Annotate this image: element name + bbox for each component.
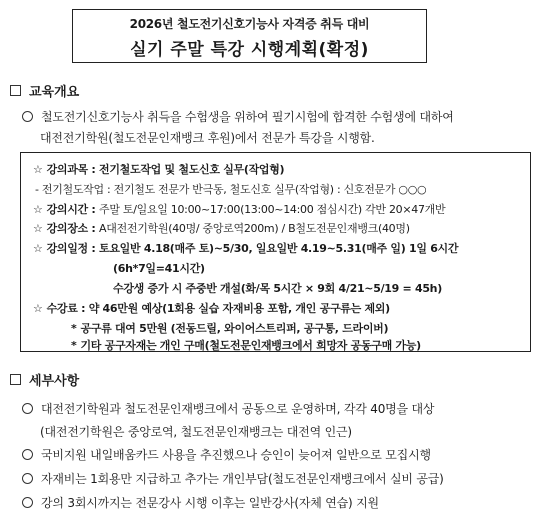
circle-bullet-icon bbox=[22, 473, 33, 484]
circle-bullet-icon bbox=[22, 497, 33, 508]
square-bullet-icon bbox=[10, 85, 21, 96]
detail-item-1-line1: 대전전기학원과 철도전문인재뱅크에서 공동으로 운영하며, 각각 40명을 대상 bbox=[22, 400, 434, 417]
course-time: ☆ 강의시간 : 주말 토/일요일 10:00~17:00(13:00~14:00 점심시간) 각반 20×47개반 bbox=[33, 203, 446, 216]
circle-bullet-icon bbox=[22, 403, 33, 414]
section-heading-overview: 교육개요 bbox=[10, 81, 79, 100]
square-bullet-icon bbox=[10, 374, 21, 385]
course-info-box bbox=[20, 152, 531, 352]
detail-item-1-line2: (대전전기학원은 중앙로역, 철도전문인재뱅크는 대전역 인근) bbox=[40, 425, 352, 439]
detail-item-3: 자재비는 1회용만 지급하고 추가는 개인부담(철도전문인재뱅크에서 실비 공급) bbox=[22, 470, 444, 487]
course-fee: ☆ 수강료 : 약 46만원 예상(1회용 실습 자재비용 포함, 개인 공구류는 제외) bbox=[33, 302, 390, 315]
course-fee-tools: * 공구류 대여 5만원 (전동드릴, 와이어스트리퍼, 공구통, 드라이버) bbox=[71, 322, 389, 335]
section-heading-details: 세부사항 bbox=[10, 370, 79, 389]
circle-bullet-icon bbox=[22, 111, 33, 122]
course-fee-other: * 기타 공구자재는 개인 구매(철도전문인재뱅크에서 희망자 공동구매 가능) bbox=[71, 339, 421, 352]
course-schedule-hours: (6h*7일=41시간) bbox=[113, 262, 205, 275]
title-box bbox=[72, 9, 427, 63]
detail-item-4: 강의 3회시까지는 전문강사 시행 이후는 일반강사(자체 연습) 지원 bbox=[22, 494, 379, 511]
course-schedule-extra: 수강생 증가 시 주중반 개설(화/목 5시간 × 9회 4/21~5/19 = 45h) bbox=[113, 282, 442, 295]
course-subject-detail: - 전기철도작업 : 전기철도 전문가 반극동, 철도신호 실무(작업형) : 신호전문가 ○○○ bbox=[35, 183, 427, 196]
detail-item-2: 국비지원 내일배움카드 사용을 추진했으나 승인이 늦어져 일반으로 모집시행 bbox=[22, 446, 431, 463]
course-subject: ☆ 강의과목 : 전기철도작업 및 철도신호 실무(작업형) bbox=[33, 163, 285, 176]
document-title: 실기 주말 특강 시행계획(확정) bbox=[130, 40, 369, 60]
overview-text-line2: 대전전기학원(철도전문인재뱅크 후원)에서 전문가 특강을 시행함. bbox=[40, 131, 375, 145]
document-subtitle: 2026년 철도전기신호기능사 자격증 취득 대비 bbox=[129, 17, 370, 31]
overview-text-line1: 철도전기신호기능사 취득을 수험생을 위하여 필기시험에 합격한 수험생에 대하여 bbox=[22, 108, 454, 125]
course-schedule: ☆ 강의일정 : 토요일반 4.18(매주 토)~5/30, 일요일반 4.19~5.31(매주 일) 1일 6시간 bbox=[33, 242, 459, 255]
circle-bullet-icon bbox=[22, 449, 33, 460]
course-place: ☆ 강의장소 : A대전전기학원(40명/ 중앙로역200m) / B철도전문인재뱅크(40명) bbox=[33, 222, 410, 235]
